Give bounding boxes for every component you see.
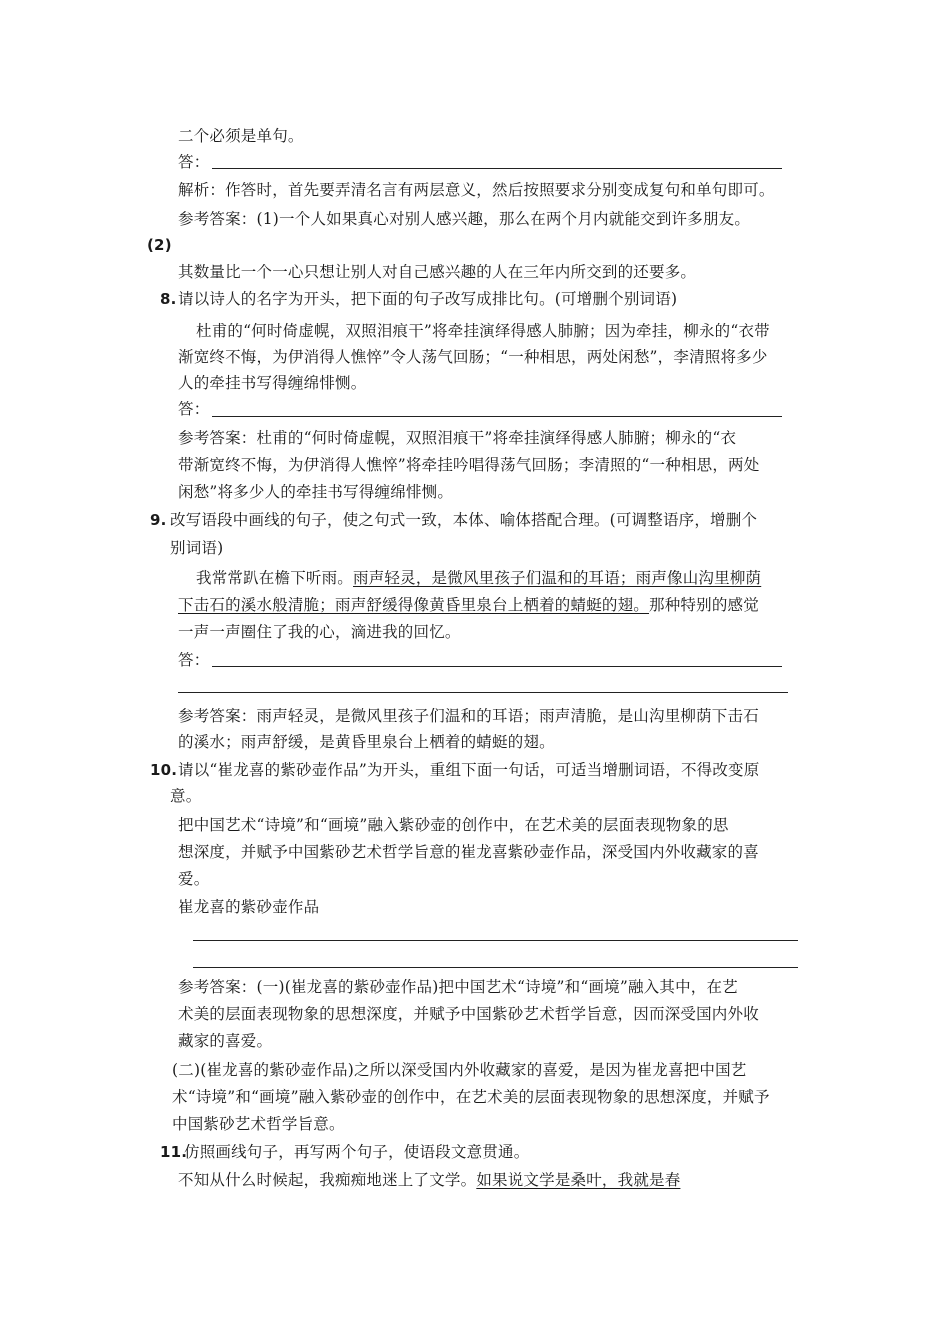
- q11-passage-line: [178, 1170, 680, 1190]
- q8-passage-line: 人的牵挂书写得缠绵悱恻。: [178, 374, 367, 392]
- q9-underlined-sentence: 下击石的溪水般清脆；雨声舒缓得像黄昏里泉台上栖着的蜻蜓的翅。: [178, 596, 650, 614]
- q7-analysis: 解析：作答时，首先要弄清名言有两层意义，然后按照要求分别变成复句和单句即可。: [178, 181, 775, 199]
- q9-prompt-line: 改写语段中画线的句子，使之句式一致，本体、喻体搭配合理。(可调整语序，增删个: [170, 511, 758, 529]
- q11-prompt: 仿照画线句子，再写两个句子，使语段文意贯通。: [184, 1143, 530, 1161]
- q10-passage-line: 把中国艺术“诗境”和“画境”融入紫砂壶的创作中，在艺术美的层面表现物象的思: [178, 816, 729, 834]
- q8-passage-line: 杜甫的“何时倚虚幌，双照泪痕干”将牵挂演绎得感人肺腑；因为牵挂，柳永的“衣带: [196, 322, 770, 340]
- q9-answer-line[interactable]: [178, 692, 788, 693]
- q9-underlined-sentence: 雨声轻灵，是微风里孩子们温和的耳语；雨声像山沟里柳荫: [353, 569, 762, 587]
- q9-reference-line: 参考答案：雨声轻灵，是微风里孩子们温和的耳语；雨声清脆，是山沟里柳荫下击石: [178, 707, 759, 725]
- q9-passage-line-3: 一声一声圈住了我的心，滴进我的回忆。: [178, 623, 461, 641]
- q10-answer-start: 崔龙喜的紫砂壶作品: [178, 898, 320, 916]
- q10-reference-line: (二)(崔龙喜的紫砂壶作品)之所以深受国内外收藏家的喜爱，是因为崔龙喜把中国艺: [172, 1061, 747, 1079]
- q10-reference-line: 藏家的喜爱。: [178, 1032, 273, 1050]
- q7-reference-answer-2: 其数量比一个一心只想让别人对自己感兴趣的人在三年内所交到的还要多。: [178, 263, 697, 281]
- q10-prompt-line: 意。: [170, 787, 202, 805]
- q8-passage-line: 渐宽终不悔，为伊消得人憔悴”令人荡气回肠；“一种相思，两处闲愁”，李清照将多少: [178, 348, 768, 366]
- q8-reference-line: 带渐宽终不悔，为伊消得人憔悴”将牵挂吟唱得荡气回肠；李清照的“一种相思，两处: [178, 456, 760, 474]
- q8-reference-line: 参考答案：杜甫的“何时倚虚幌，双照泪痕干”将牵挂演绎得感人肺腑；柳永的“衣: [178, 429, 737, 447]
- q10-reference-line: 术“诗境”和“画境”融入紫砂壶的创作中，在艺术美的层面表现物象的思想深度，并赋予: [172, 1088, 770, 1106]
- q8-reference-line: 闲愁”将多少人的牵挂书写得缠绵悱恻。: [178, 483, 454, 501]
- q8-answer-line[interactable]: [212, 416, 782, 417]
- q10-reference-line: 术美的层面表现物象的思想深度，并赋予中国紫砂艺术哲学旨意，因而深受国内外收: [178, 1005, 759, 1023]
- q10-number: 10.: [150, 761, 178, 779]
- q11-underlined-sentence: 如果说文学是桑叶，我就是春: [476, 1171, 681, 1189]
- q10-prompt-line: 请以“崔龙喜的紫砂壶作品”为开头，重组下面一句话，可适当增删词语，不得改变原: [178, 761, 760, 779]
- q9-reference-line: 的溪水；雨声舒缓，是黄昏里泉台上栖着的蜻蜓的翅。: [178, 733, 555, 751]
- q9-passage-line-2: [178, 595, 759, 615]
- q10-reference-line: 参考答案：(一)(崔龙喜的紫砂壶作品)把中国艺术“诗境”和“画境”融入其中，在艺: [178, 978, 738, 996]
- q9-passage-text: 那种特别的感觉: [649, 596, 759, 614]
- q10-answer-line[interactable]: [193, 967, 798, 968]
- q10-passage-line: 爱。: [178, 870, 210, 888]
- q11-passage-text: 不知从什么时候起，我痴痴地迷上了文学。: [178, 1171, 477, 1189]
- q7-reference-answer: 参考答案：(1)一个人如果真心对别人感兴趣，那么在两个月内就能交到许多朋友。: [178, 210, 751, 228]
- q8-number: 8.: [160, 290, 177, 308]
- q8-answer-label: 答：: [178, 400, 210, 418]
- q9-prompt-line: 别词语): [170, 539, 224, 557]
- q9-number: 9.: [150, 511, 167, 529]
- q9-passage-line-1: [196, 568, 761, 588]
- q9-answer-label: 答：: [178, 651, 210, 669]
- q9-passage-text: 我常常趴在檐下听雨。: [196, 569, 354, 587]
- q7-mark-2: (2): [147, 236, 172, 254]
- q7-line: 二个必须是单句。: [178, 127, 304, 145]
- q10-reference-line: 中国紫砂艺术哲学旨意。: [172, 1115, 345, 1133]
- q10-answer-line[interactable]: [193, 940, 798, 941]
- q8-prompt: 请以诗人的名字为开头，把下面的句子改写成排比句。(可增删个别词语): [178, 290, 678, 308]
- q10-passage-line: 想深度，并赋予中国紫砂艺术哲学旨意的崔龙喜紫砂壶作品，深受国内外收藏家的喜: [178, 843, 759, 861]
- q7-answer-label: 答：: [178, 153, 210, 171]
- q11-number: 11.: [160, 1143, 188, 1161]
- q7-answer-line[interactable]: [212, 168, 782, 169]
- q9-answer-line[interactable]: [212, 666, 782, 667]
